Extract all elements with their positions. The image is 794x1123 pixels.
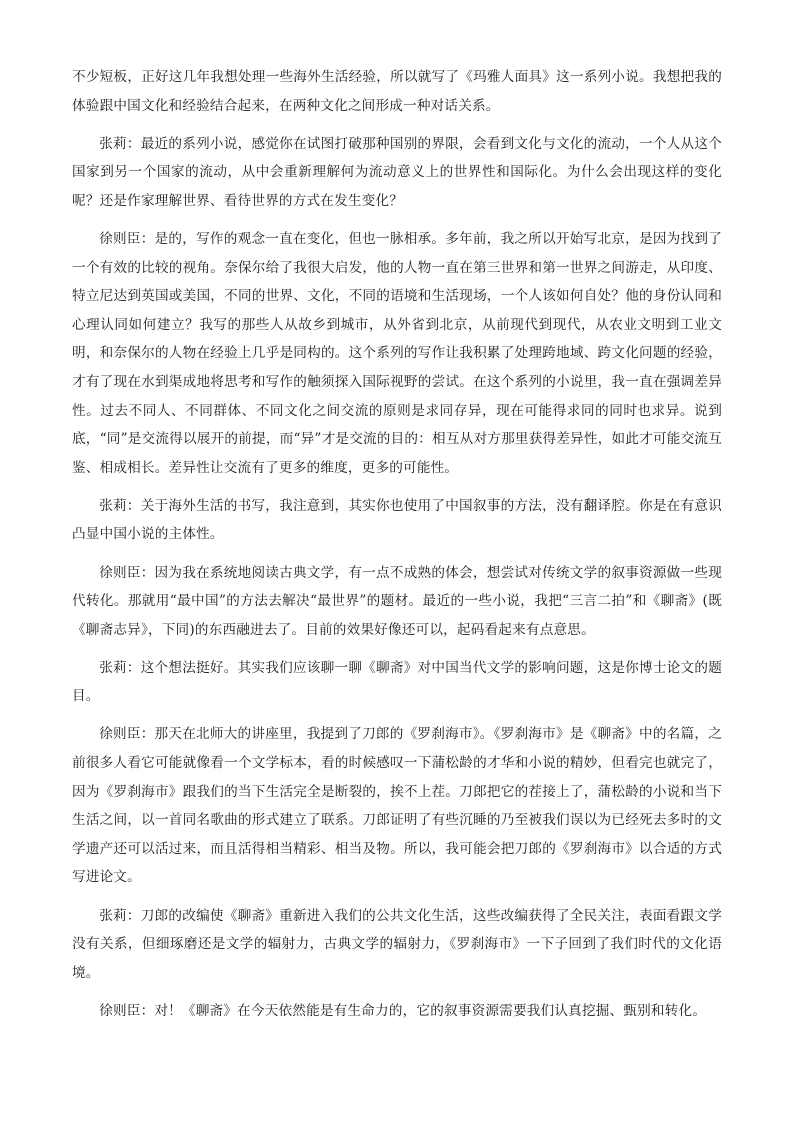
paragraph-continuation: 不少短板，正好这几年我想处理一些海外生活经验，所以就写了《玛雅人面具》这一系列小说。我想把我的体验跟中国文化和经验结合起来，在两种文化之间形成一种对话关系。 bbox=[72, 69, 722, 114]
paragraph-zhangli-question-3: 张莉：这个想法挺好。其实我们应该聊一聊《聊斋》对中国当代文学的影响问题，这是你博士论文的题目。 bbox=[72, 659, 722, 705]
paragraph-xuzechen-answer-1: 徐则臣：是的，写作的观念一直在变化，但也一脉相承。多年前，我之所以开始写北京，是因为找到了一个有效的比较的视角。奈保尔给了我很大启发，他的人物一直在第三世界和第一世界之间游走，从印度、特立尼达到英国或美国，不同的世界、文化，不同的语境和生活现场，一个人该如何自处？他的身份认同和心理认同如何建立？我写的那些人从故乡到城市，从外省到北京，从前现代到现代，从农业文明到工业文明，和奈保尔的人物在经验上几乎是同构的。这个系列的写作让我积累了处理跨地域、跨文化问题的经验，才有了现在水到渠成地将思考和写作的触须探入国际视野的尝试。在这个系列的小说里，我一直在强调差异性。过去不同人、不同群体、不同文化之间交流的原则是求同存异，现在可能得求同的同时也求异。说到底，“同”是交流得以展开的前提，而“异”才是交流的目的：相互从对方那里获得差异性，如此才可能交流互鉴、相成相长。差异性让交流有了更多的维度，更多的可能性。 bbox=[72, 230, 722, 476]
paragraph-xuzechen-answer-4: 徐则臣：对！《聊斋》在今天依然能是有生命力的，它的叙事资源需要我们认真挖掘、甄别和转化。 bbox=[99, 1002, 707, 1019]
paragraph-xuzechen-answer-2: 徐则臣：因为我在系统地阅读古典文学，有一点不成熟的体会，想尝试对传统文学的叙事资源做一些现代转化。那就用“最中国”的方法去解决“最世界”的题材。最近的一些小说，我把“三言二拍”和《聊斋》(既《聊斋志异》，下同)的东西融进去了。目前的效果好像还可以，起码看起来有点意思。 bbox=[72, 564, 722, 638]
paragraph-xuzechen-answer-3: 徐则臣：那天在北师大的讲座里，我提到了刀郎的《罗刹海市》。《罗刹海市》是《聊斋》中的名篇，之前很多人看它可能就像看一个文学标本，看的时候感叹一下蒲松龄的才华和小说的精妙，但看完也就完了，因为《罗刹海市》跟我们的当下生活完全是断裂的，挨不上茬。刀郎把它的茬接上了，蒲松龄的小说和当下生活之间，以一首同名歌曲的形式建立了联系。刀郎证明了有些沉睡的乃至被我们误以为已经死去多时的文学遗产还可以活过来，而且活得相当精彩、相当及物。所以，我可能会把刀郎的《罗刹海市》以合适的方式写进论文。 bbox=[72, 726, 722, 886]
paragraph-zhangli-question-4: 张莉：刀郎的改编使《聊斋》重新进入我们的公共文化生活，这些改编获得了全民关注，表面看跟文学没有关系，但细琢磨还是文学的辐射力，古典文学的辐射力，《罗刹海市》一下子回到了我们时代的文化语境。 bbox=[72, 907, 722, 981]
paragraph-zhangli-question-2: 张莉：关于海外生活的书写，我注意到，其实你也使用了中国叙事的方法，没有翻译腔。你是在有意识凸显中国小说的主体性。 bbox=[72, 497, 722, 543]
paragraph-zhangli-question-1: 张莉：最近的系列小说，感觉你在试图打破那种国别的界限，会看到文化与文化的流动，一个人从这个国家到另一个国家的流动，从中会重新理解何为流动意义上的世界性和国际化。为什么会出现这样的变化呢？还是作家理解世界、看待世界的方式在发生变化？ bbox=[72, 135, 722, 209]
